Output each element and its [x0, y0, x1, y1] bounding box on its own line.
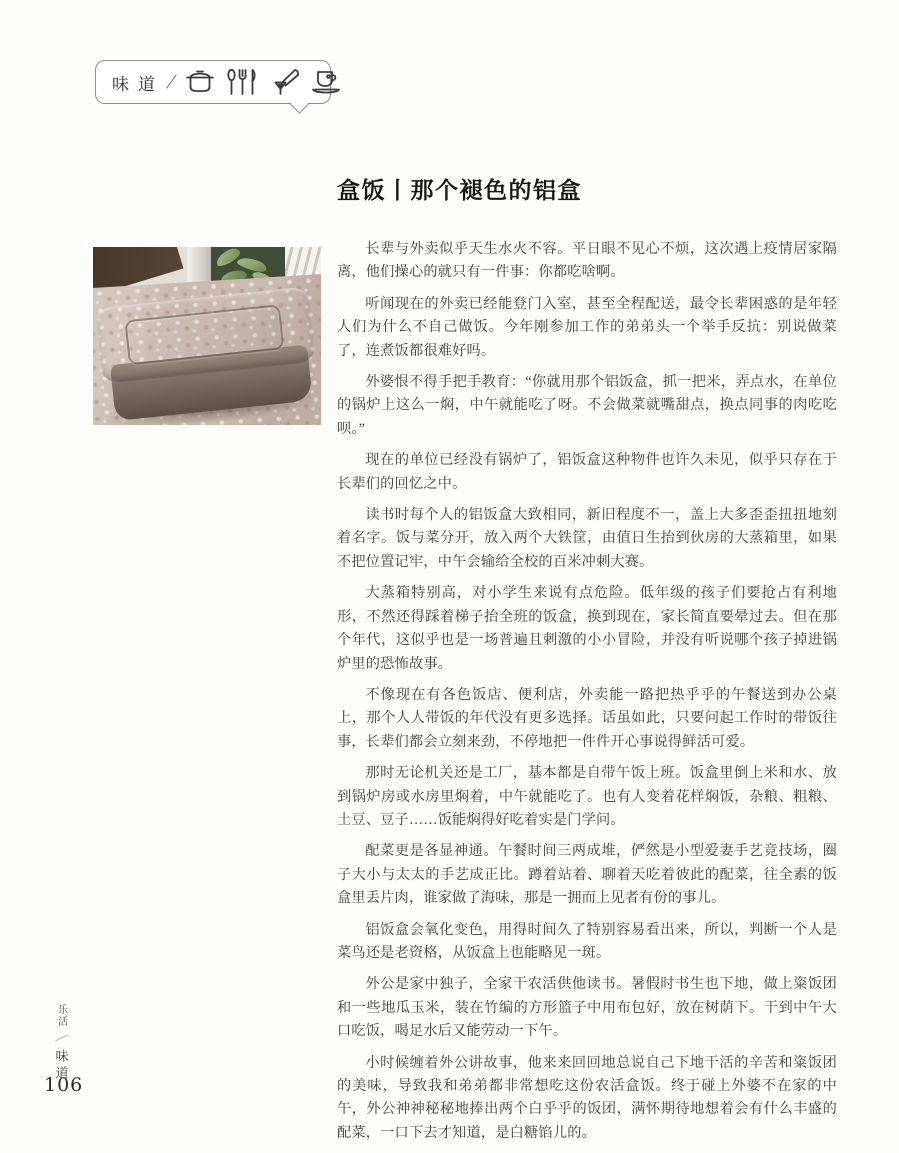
- whisk-icon: [268, 67, 300, 97]
- aluminum-lunchbox: [95, 286, 321, 425]
- tag-icon-row: [184, 67, 345, 97]
- paragraph: 铝饭盒会氧化变色，用得时间久了特别容易看出来，所以，判断一个人是菜鸟还是老资格，从饭盒上也能略见一斑。: [337, 921, 837, 961]
- section-tag-bubble: [95, 60, 331, 104]
- tag-slash: /: [165, 70, 177, 93]
- coffee-cup-icon: [309, 67, 345, 97]
- pot-icon: [184, 68, 216, 96]
- paragraph: 外公是家中独子，全家干农活供他读书。暑假时书生也下地，做上粢饭团和一些地瓜玉米，装在竹编的方形篮子中用布包好，放在树荫下。干到中午大口吃饭，喝足水后又能劳动一下午。: [337, 976, 837, 1040]
- spine-section: 乐活: [55, 1004, 67, 1028]
- spine-label: [50, 1004, 72, 1083]
- paragraph: 大蒸箱特别高，对小学生来说有点危险。低年级的孩子们要抢占有利地形，不然还得踩着梯子抬全班的饭盒，换到现在，家长简直要晕过去。但在那个年代，这似乎也是一场普遍且刺激的小小冒险，并没有听说哪个孩子掉进锅炉里的恐怖故事。: [337, 585, 837, 672]
- paragraph: 那时无论机关还是工厂，基本都是自带午饭上班。饭盒里倒上米和水、放到锅炉房或水房里焖着，中午就能吃了。也有人变着花样焖饭，杂粮、粗粮、土豆、豆子……饭能焖得好吃着实是门学问。: [337, 765, 837, 828]
- spine-slash: ／: [53, 1031, 68, 1047]
- article-title: 盒饭丨那个褪色的铝盒: [337, 178, 582, 203]
- plant-leaf: [214, 247, 243, 268]
- spine-subsection: 味道: [53, 1049, 69, 1083]
- paragraph: 配菜更是各显神通。午餐时间三两成堆，俨然是小型爱妻手艺竞技场，圈子大小与太太的手艺成正比。蹲着站着、聊着天吃着彼此的配菜，往全素的饭盒里丢片肉，谁家做了海味，那是一拥而上见者有份的事儿。: [337, 843, 837, 907]
- page-number: 106: [44, 1074, 84, 1096]
- article-body: [337, 238, 837, 1153]
- paragraph: 现在的单位已经没有锅炉了，铝饭盒这种物件也许久未见，似乎只存在于长辈们的回忆之中。: [337, 452, 837, 492]
- paragraph: 不像现在有各色饭店、便利店，外卖能一路把热乎乎的午餐送到办公桌上，那个人人带饭的年代没有更多选择。话虽如此，只要问起工作时的带饭往事，长辈们都会立刻来劲，不停地把一件件开心事说得鲜活可爱。: [337, 686, 837, 750]
- cutlery-icon: [225, 67, 259, 97]
- section-tag-label: 味道: [112, 74, 164, 94]
- lunchbox-lid-panel: [124, 304, 284, 365]
- paragraph: 长辈与外卖似乎天生水火不容。平日眼不见心不烦，这次遇上疫情居家隔离，他们操心的就只有一件事：你都吃啥啊。: [337, 241, 837, 281]
- lunchbox-photo: [93, 247, 321, 425]
- paragraph: 小时候缠着外公讲故事，他来来回回地总说自己下地干活的辛苦和粢饭团的美味，导致我和弟弟都非常想吃这份农活盒饭。终于碰上外婆不在家的中午，外公神神秘秘地捧出两个白乎乎的饭团，满怀期待地想着会有什么丰盛的配菜，一口下去才知道，是白糖馅儿的。: [337, 1054, 837, 1141]
- paragraph: 外婆恨不得手把手教育：“你就用那个铝饭盒，抓一把米，弄点水，在单位的锅炉上这么一焖，中午就能吃了呀。不会做菜就嘴甜点，换点同事的肉吃吃呗。”: [337, 374, 837, 437]
- paragraph: 读书时每个人的铝饭盒大致相同，新旧程度不一，盖上大多歪歪扭扭地刻着名字。饭与菜分开，放入两个大铁筐，由值日生抬到伙房的大蒸箱里，如果不把位置记牢，中午会输给全校的百米冲刺大赛。: [337, 507, 837, 570]
- paragraph: 听闻现在的外卖已经能登门入室，甚至全程配送，最令长辈困惑的是年轻人们为什么不自己做饭。今年刚参加工作的弟弟头一个举手反抗：别说做菜了，连煮饭都很难好吗。: [337, 295, 837, 359]
- bubble-tail: [290, 95, 308, 113]
